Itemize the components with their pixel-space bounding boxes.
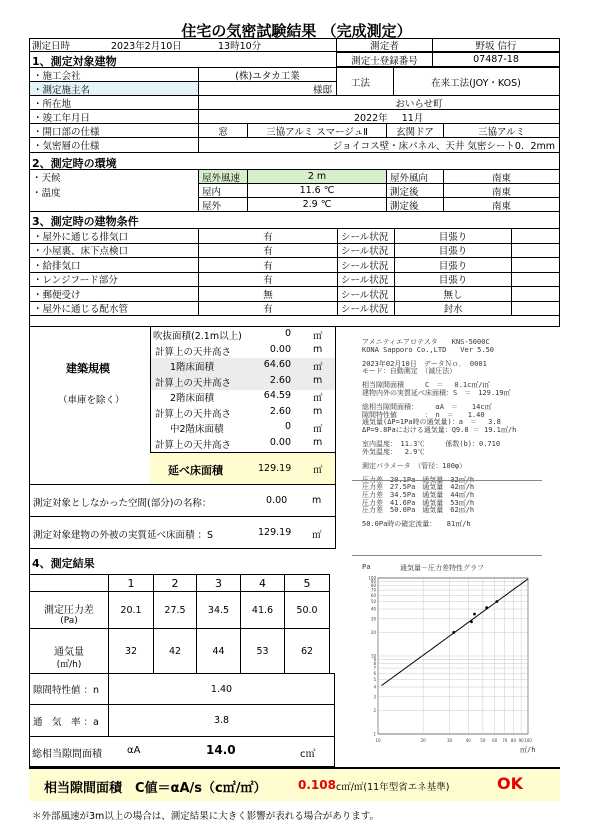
printout-line: 圧力差 34.5Pa 通気量 44㎥/h (362, 491, 475, 499)
S-unit: ㎡ (312, 530, 322, 541)
pressure-value: 27.5 (153, 591, 197, 629)
window-value: 三協アルミ スマージュⅡ (247, 123, 387, 138)
graph-x-tick: 30 (447, 738, 453, 743)
builder-label: ・施工会社 (29, 67, 199, 82)
graph-xunit: ㎥/h (520, 746, 536, 754)
graph-y-tick: 9 (373, 657, 376, 663)
scale-row-label: 2階床面積 (170, 393, 215, 404)
measurer-value: 野坂 信行 (432, 38, 560, 52)
scale-row-unit: ㎡ (313, 362, 323, 373)
method-label: 工法 (336, 67, 394, 96)
seal-blank (511, 286, 560, 302)
scale-row-value: 0.00 (269, 436, 291, 448)
pressure-value: 50.0 (284, 591, 330, 629)
condition-state: 有 (198, 272, 338, 288)
temp-label: ・温度 (32, 187, 61, 199)
seal-value: 目張り (394, 272, 512, 288)
c-value: 0.108 (298, 778, 336, 792)
seal-label: シール状況 (337, 301, 395, 317)
seal-value: 封水 (394, 301, 512, 317)
seal-blank (511, 272, 560, 288)
col-header: 4 (240, 574, 285, 592)
graph-y-tick: 70 (370, 587, 376, 593)
printout-line: 2023年02月10日 データＮｏ． 0001 (362, 359, 487, 368)
graph-data-point (495, 600, 498, 603)
graph-y-tick: 40 (370, 606, 376, 612)
graph-x-tick: 60 (492, 738, 498, 743)
alpha-value: 14.0 (206, 743, 236, 757)
seal-value: 無し (394, 286, 512, 302)
printout-line: 室内温度： 11.3℃ 係数(b)：0.710 (362, 440, 501, 448)
n-label: 隙間特性値 ：n (29, 673, 109, 705)
seal-blank (511, 228, 560, 244)
table-corner (29, 574, 109, 592)
graph-data-point (473, 613, 476, 616)
col-header: 5 (284, 574, 330, 592)
scale-row-label: 計算上の天井高さ (155, 408, 232, 420)
scale-row-unit: ㎡ (313, 424, 323, 435)
graph-y-tick: 8 (373, 661, 376, 667)
scale-row-unit: m (313, 436, 323, 448)
flow-value: 62 (284, 628, 330, 674)
graph-data-point (470, 620, 473, 623)
pressure-value: 41.6 (240, 591, 285, 629)
condition-state: 有 (198, 228, 338, 244)
printout-line: 圧力差 20.1Pa 通気量 32㎥/h (362, 475, 475, 484)
S-value: 129.19 (258, 527, 292, 538)
scale-row-value: 0.00 (269, 343, 291, 355)
owner-label: ・測定施主名 (29, 81, 199, 96)
seal-blank (511, 301, 560, 317)
graph-y-tick: 7 (373, 665, 376, 671)
scale-label: 建築規模 (66, 362, 110, 375)
alpha-symbol: αA (127, 745, 141, 756)
printout-line: 建物内外の実質延べ床面積：S ＝ 129.19㎡ (362, 389, 511, 397)
scale-row-value: 64.60 (263, 359, 291, 370)
date-label: 測定日時 (29, 38, 109, 52)
after1-label: 測定後 (386, 183, 444, 198)
condition-state: 有 (198, 243, 338, 259)
footnote: ＊外部風速が3m以上の場合は、測定結果に大きく影響が表れる場合があります。 (32, 811, 380, 822)
condition-label: ・郵便受け (29, 286, 199, 302)
excluded-value: 0.00 (266, 495, 288, 506)
graph-x-tick: 50 (480, 738, 486, 743)
flow-value: 44 (196, 628, 241, 674)
printout-line: 総相当隙間面積： αA ＝ 14c㎡ (362, 403, 492, 412)
graph-yunit: Pa (362, 563, 371, 571)
n-value: 1.40 (108, 673, 335, 705)
address-value: おいらせ町 (198, 95, 560, 110)
graph-y-tick: 1 (373, 731, 376, 737)
built-month: 11月 (401, 112, 424, 124)
graph-y-tick: 3 (373, 694, 376, 700)
scale-row-label: 中2階床面積 (170, 424, 224, 435)
printout-line: 外気温度： 2.9℃ (362, 447, 425, 456)
seal-label: シール状況 (337, 286, 395, 302)
graph-x-tick: 20 (420, 738, 426, 743)
graph-y-tick: 100 (368, 575, 376, 581)
seal-label: シール状況 (337, 257, 395, 273)
c-value-unit: c㎡/㎡(11年型省エネ基準) (336, 782, 450, 793)
graph-title: 通気量－圧力差特性グラフ (400, 564, 484, 572)
after2-value: 南東 (443, 197, 560, 212)
scale-row-label: 1階床面積 (170, 362, 215, 373)
window-label: 窓 (198, 123, 248, 138)
seal-value: 目張り (394, 257, 512, 273)
seal-label: シール状況 (337, 243, 395, 259)
scale-row-unit: ㎡ (313, 331, 323, 342)
S-label: 測定対象建物の外被の実質延べ床面積 ：S (33, 530, 214, 541)
scale-row-label: 計算上の天井高さ (155, 377, 232, 389)
graph-y-tick: 20 (370, 630, 376, 636)
printout-line: KONA Sapporo Co.,LTD Ver 5.50 (362, 345, 495, 354)
scale-row-label: 吹抜面積(2.1m以上) (153, 331, 242, 342)
pressure-value: 34.5 (196, 591, 241, 629)
indoor-label: 屋内 (198, 183, 248, 198)
wind-dir-label: 屋外風向 (386, 169, 444, 184)
airtight-value: ジョイコス壁・床パネル、天井 気密シート0．2mm (198, 137, 560, 153)
wind-dir-value: 南東 (443, 169, 560, 184)
printout-line: 通気量(ΔP=1Pa時の通気量)：a ＝ 3.8 (362, 418, 501, 427)
door-label: 玄関ドア (386, 123, 444, 138)
time-value: 13時10分 (215, 38, 285, 52)
flow-value: 53 (240, 628, 285, 674)
date-value: 2023年2月10日 (108, 38, 208, 52)
seal-blank (511, 243, 560, 259)
graph-data-point (485, 606, 488, 609)
total-floor-value: 129.19 (258, 463, 292, 474)
graph-y-tick: 10 (370, 653, 376, 659)
scale-row-unit: m (313, 405, 323, 417)
scale-row-unit: m (313, 374, 323, 386)
seal-value: 目張り (394, 243, 512, 259)
indoor-value: 11.6 ℃ (247, 183, 387, 198)
condition-label: ・小屋裏、床下点検口 (29, 243, 199, 259)
door-value: 三協アルミ (443, 123, 560, 138)
method-value: 在来工法(JOY・KOS) (393, 67, 560, 96)
built-label: ・竣工年月日 (29, 109, 199, 124)
graph-x-tick: 100 (524, 738, 532, 743)
section-3-heading: 3、測定時の建物条件 (32, 215, 139, 228)
wind-speed-value: 2 m (247, 169, 387, 184)
flow-unit: (㎥/h) (56, 660, 82, 670)
graph-y-tick: 80 (370, 583, 376, 589)
printout-line: 相当隙間面積 C ＝ 0.1c㎡/㎡ (362, 381, 490, 390)
printout-divider (352, 480, 542, 481)
owner-value: 様邸 (198, 81, 337, 96)
alpha-label: 総相当隙間面積 (32, 749, 102, 760)
flow-value: 42 (153, 628, 197, 674)
graph-data-point (452, 631, 455, 634)
scale-row-label: 計算上の天井高さ (155, 439, 232, 451)
scale-row-unit: m (313, 343, 323, 355)
total-floor-label: 延べ床面積 (168, 464, 223, 477)
graph-y-tick: 90 (370, 579, 376, 585)
outdoor-value: 2.9 ℃ (247, 197, 387, 212)
printout-line: 圧力差 50.0Pa 通気量 62㎥/h (362, 506, 475, 515)
graph-x-tick: 10 (375, 738, 381, 743)
total-floor-unit: ㎡ (313, 465, 323, 476)
outdoor-label: 屋外 (198, 197, 248, 212)
printout-line: 隙間特性値 ： n ＝ 1.40 (362, 410, 485, 419)
printout-line: 測定パラメータ （管径：100φ） (362, 461, 467, 470)
printout-line: アメニティエアロテスタ KNS-5000C (362, 338, 490, 346)
scale-row-label: 計算上の天井高さ (155, 346, 232, 358)
after2-label: 測定後 (386, 197, 444, 212)
pressure-flow-graph (360, 572, 540, 750)
graph-y-tick: 30 (370, 616, 376, 622)
section-2-heading: 2、測定時の環境 (32, 157, 117, 170)
condition-state: 有 (198, 257, 338, 273)
graph-x-tick: 90 (518, 738, 524, 743)
opening-label: ・開口部の仕様 (29, 123, 199, 138)
wind-speed-label: 屋外風速 (198, 169, 248, 184)
flow-value: 32 (108, 628, 154, 674)
pressure-label: 測定圧力差 (44, 605, 94, 616)
condition-state: 無 (198, 286, 338, 302)
reg-label: 測定士登録番号 (336, 52, 433, 67)
condition-state: 有 (198, 301, 338, 317)
seal-blank (511, 257, 560, 273)
excluded-unit: m (312, 495, 322, 506)
pressure-value: 20.1 (108, 591, 154, 629)
scale-row-value: 2.60 (269, 405, 291, 417)
a-value: 3.8 (108, 704, 335, 737)
excluded-label: 測定対象としなかった空間(部分)の名称： (33, 498, 212, 509)
printout-line: モード：自動測定 （減圧法） (362, 367, 457, 376)
printout-line: 圧力差 41.6Pa 通気量 53㎥/h (362, 498, 475, 507)
scale-row-value: 2.60 (269, 374, 291, 386)
printout-line: 50.0Pa時の確定流量： 81㎥/h (362, 520, 471, 529)
built-year: 2022年 (354, 112, 388, 124)
c-value-label: 相当隙間面積 C値＝αA/s（c㎡/㎡） (44, 781, 267, 796)
condition-label: ・屋外に通じる排気口 (29, 228, 199, 244)
graph-x-tick: 80 (510, 738, 517, 743)
condition-label: ・レンジフード部分 (29, 272, 199, 288)
seal-label: シール状況 (337, 272, 395, 288)
condition-label: ・屋外に通じる配水管 (29, 301, 199, 317)
airtight-label: ・気密層の仕様 (29, 137, 199, 153)
seal-value: 目張り (394, 228, 512, 244)
scale-row-value: 0 (284, 421, 291, 432)
pressure-unit: (Pa) (60, 616, 78, 626)
condition-label: ・給排気口 (29, 257, 199, 273)
graph-y-tick: 60 (370, 592, 376, 598)
a-label: 通 気 率 ：a (29, 704, 109, 737)
col-header: 1 (108, 574, 154, 592)
reg-value: 07487-18 (432, 52, 560, 67)
graph-y-tick: 2 (373, 708, 376, 714)
address-label: ・所在地 (29, 95, 199, 110)
built-date (198, 109, 560, 124)
page-title: 住宅の気密試験結果 （完成測定） (181, 22, 412, 40)
scale-row-value: 0 (284, 328, 291, 339)
graph-x-tick: 70 (502, 738, 508, 743)
scale-row-value: 64.59 (263, 390, 291, 401)
graph-y-tick: 4 (373, 684, 376, 690)
graph-x-tick: 40 (465, 738, 471, 743)
scale-exclude: （車庫を除く） (58, 395, 125, 406)
alpha-unit: c㎡ (300, 749, 316, 760)
flow-label: 通気量 (54, 647, 84, 658)
graph-y-tick: 50 (370, 598, 376, 604)
weather-label: ・天候 (32, 172, 61, 184)
printout-line: 圧力差 27.5Pa 通気量 42㎥/h (362, 483, 475, 492)
col-header: 2 (153, 574, 197, 592)
seal-label: シール状況 (337, 228, 395, 244)
judge-badge: OK (497, 774, 523, 793)
scale-row-unit: ㎡ (313, 393, 323, 404)
builder-value: (株)ユタカ工業 (198, 67, 337, 82)
printout-line: ΔP=9.8Paにおける通気量：Q9.8 ＝ 19.1㎥/h (362, 425, 517, 434)
graph-y-tick: 5 (373, 676, 376, 682)
after1-value: 南東 (443, 183, 560, 198)
section-1-heading: 1、測定対象建物 (32, 55, 117, 68)
section-4-heading: 4、測定結果 (32, 557, 95, 570)
col-header: 3 (196, 574, 241, 592)
graph-y-tick: 6 (373, 670, 376, 676)
measurer-label: 測定者 (336, 38, 433, 52)
printout-divider-2 (352, 555, 542, 556)
